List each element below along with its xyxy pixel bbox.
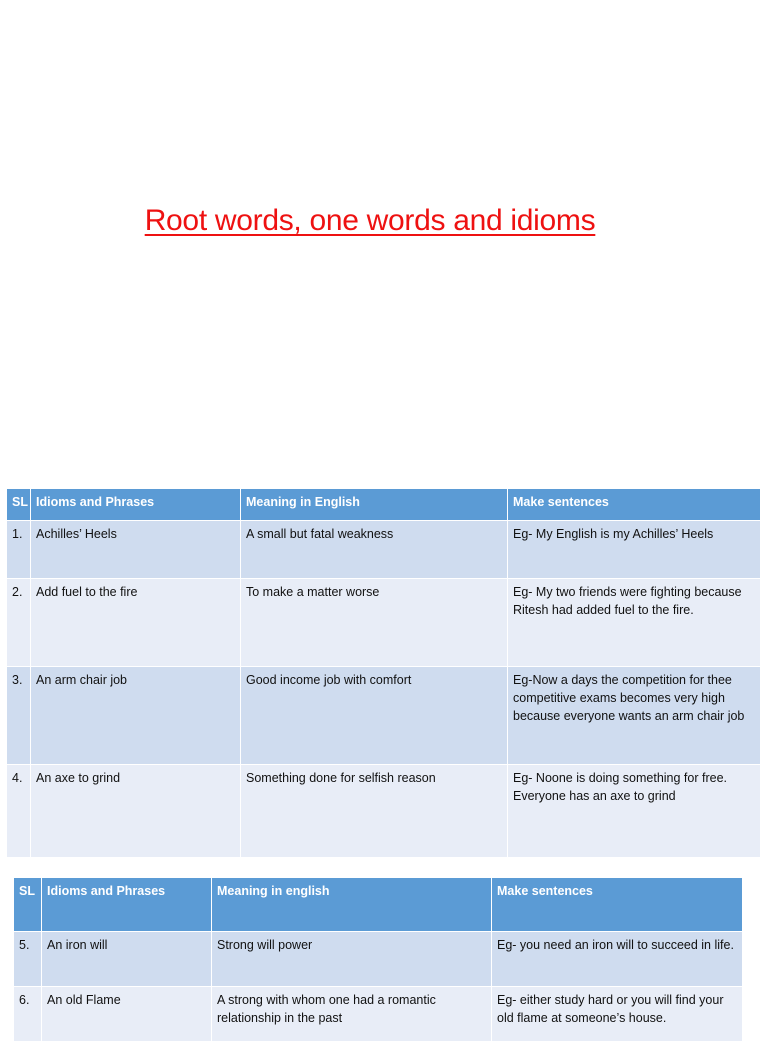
cell-sl: 4.	[7, 765, 31, 858]
column-header-idioms: Idioms and Phrases	[31, 489, 241, 521]
cell-sl: 2.	[7, 579, 31, 667]
cell-sentence: Eg- Noone is doing something for free. Everyone has an axe to grind	[508, 765, 761, 858]
cell-sentence: Eg- either study hard or you will find your old flame at someone’s house.	[492, 987, 743, 1042]
column-header-sl: SL	[14, 878, 42, 932]
cell-sl: 6.	[14, 987, 42, 1042]
cell-sentence: Eg- My two friends were fighting because Ritesh had added fuel to the fire.	[508, 579, 761, 667]
table-row	[14, 987, 743, 1042]
column-header-idioms: Idioms and Phrases	[42, 878, 212, 932]
cell-idiom: An arm chair job	[31, 667, 241, 765]
cell-idiom: An iron will	[42, 932, 212, 987]
table-row	[7, 521, 761, 579]
column-header-meaning: Meaning in English	[241, 489, 508, 521]
table-row	[7, 765, 761, 858]
cell-meaning: Strong will power	[212, 932, 492, 987]
table-header-row	[14, 878, 743, 932]
cell-sentence: Eg-Now a days the competition for thee competitive exams becomes very high because everyone wants an arm chair job	[508, 667, 761, 765]
cell-meaning: Something done for selfish reason	[241, 765, 508, 858]
cell-idiom: Add fuel to the fire	[31, 579, 241, 667]
column-header-meaning: Meaning in english	[212, 878, 492, 932]
cell-idiom: An old Flame	[42, 987, 212, 1042]
cell-meaning: A strong with whom one had a romantic relationship in the past	[212, 987, 492, 1042]
idioms-table-2	[13, 877, 743, 1042]
column-header-sentences: Make sentences	[492, 878, 743, 932]
table-row	[14, 932, 743, 987]
cell-meaning: To make a matter worse	[241, 579, 508, 667]
column-header-sl: SL	[7, 489, 31, 521]
cell-sl: 3.	[7, 667, 31, 765]
table-header-row	[7, 489, 761, 521]
cell-sentence: Eg- you need an iron will to succeed in life.	[492, 932, 743, 987]
page-title: Root words, one words and idioms	[144, 204, 596, 237]
cell-sl: 1.	[7, 521, 31, 579]
cell-meaning: A small but fatal weakness	[241, 521, 508, 579]
cell-idiom: An axe to grind	[31, 765, 241, 858]
table-row	[7, 667, 761, 765]
cell-meaning: Good income job with comfort	[241, 667, 508, 765]
cell-sl: 5.	[14, 932, 42, 987]
idioms-table-1	[6, 488, 761, 858]
table-row	[7, 579, 761, 667]
column-header-sentences: Make sentences	[508, 489, 761, 521]
cell-idiom: Achilles’ Heels	[31, 521, 241, 579]
cell-sentence: Eg- My English is my Achilles’ Heels	[508, 521, 761, 579]
